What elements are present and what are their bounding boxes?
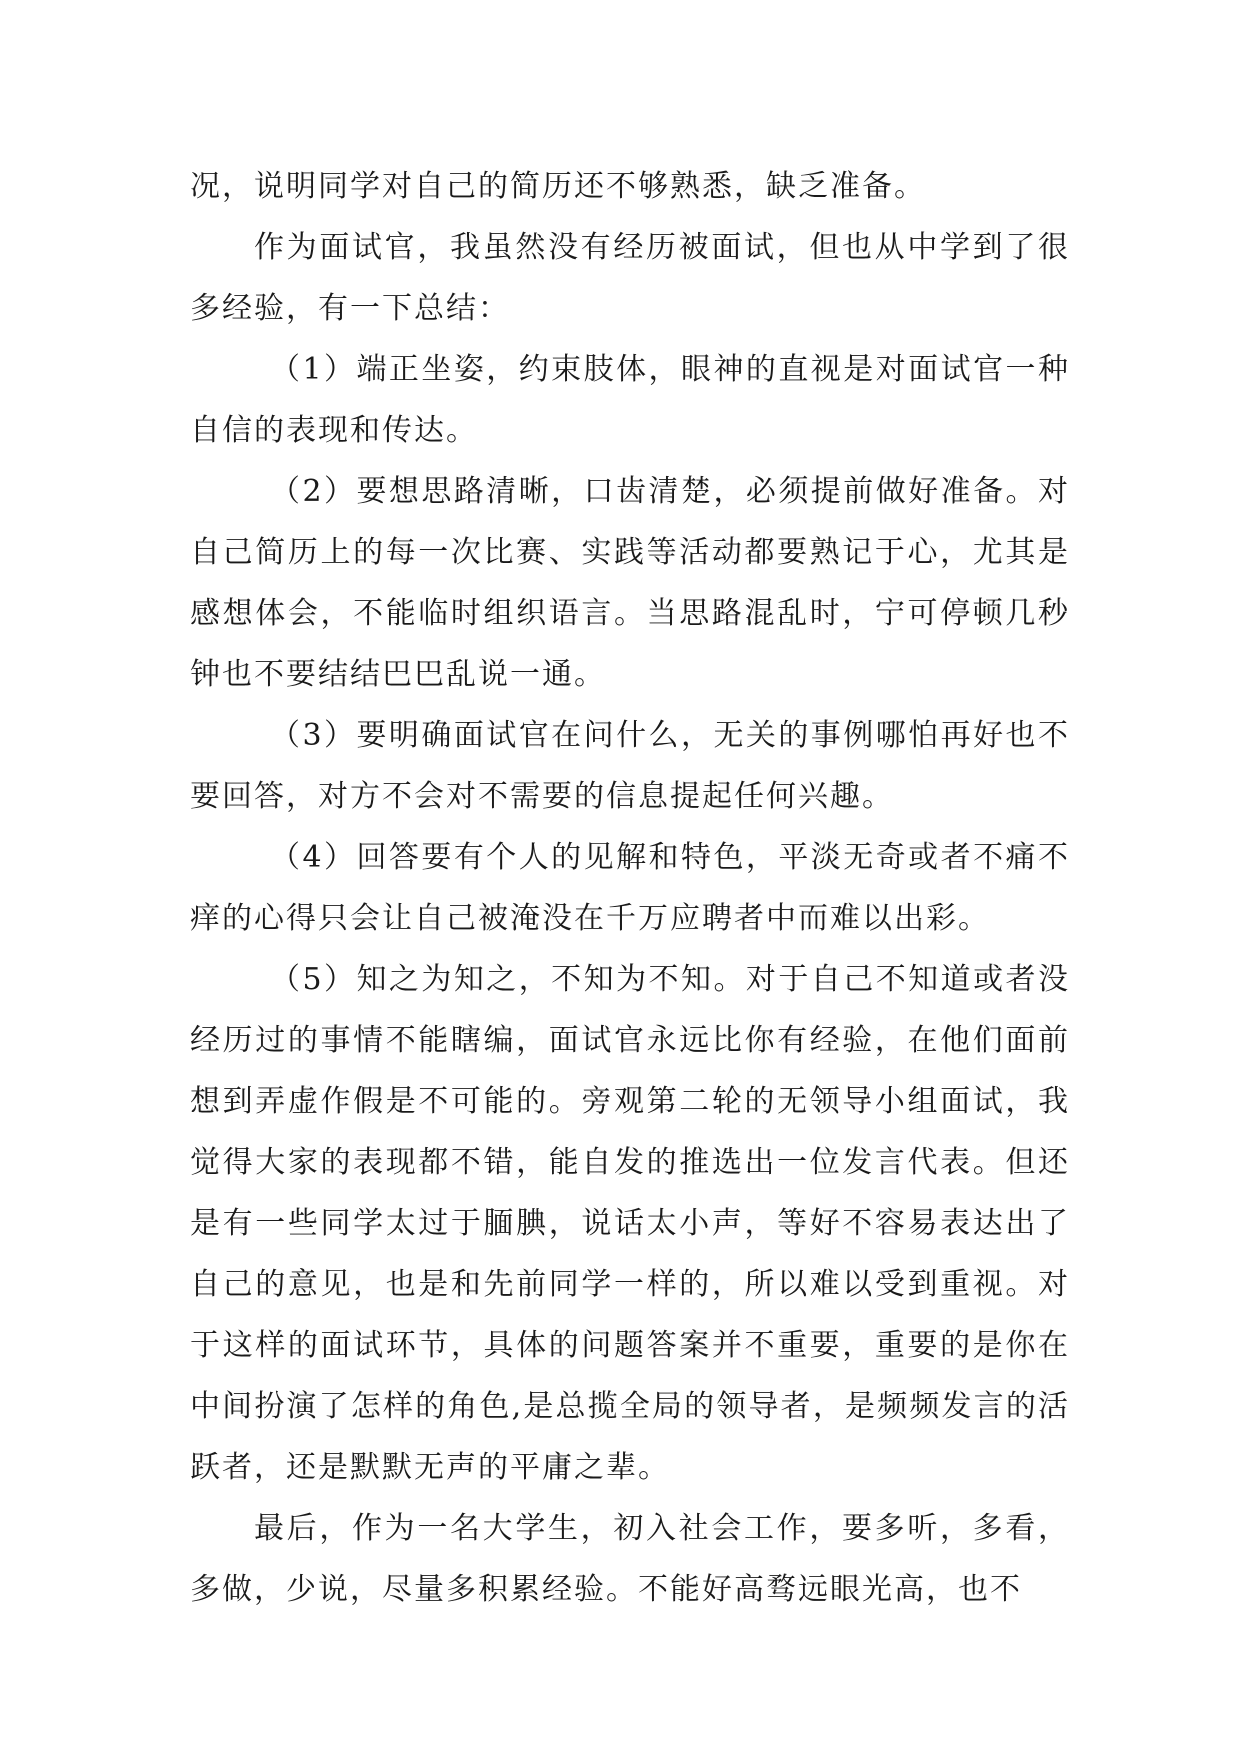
paragraph-tip-4: （4）回答要有个人的见解和特色，平淡无奇或者不痛不痒的心得只会让自己被淹没在千万应聘者中而难以出彩。 xyxy=(190,840,1070,936)
document-body xyxy=(190,156,1070,1620)
paragraph-conclusion: 最后，作为一名大学生，初入社会工作，要多听，多看，多做，少说，尽量多积累经验。不能好高骛远眼光高，也不 xyxy=(190,1511,1070,1607)
paragraph-continuation: 况，说明同学对自己的简历还不够熟悉，缺乏准备。 xyxy=(190,169,926,204)
paragraph-interviewer-summary: 作为面试官，我虽然没有经历被面试，但也从中学到了很多经验，有一下总结： xyxy=(190,230,1070,326)
paragraph-tip-2: （2）要想思路清晰，口齿清楚，必须提前做好准备。对自己简历上的每一次比赛、实践等活动都要熟记于心，尤其是感想体会，不能临时组织语言。当思路混乱时，宁可停顿几秒钟也不要结结巴巴乱说一通。 xyxy=(190,474,1070,692)
paragraph-tip-5: （5）知之为知之，不知为不知。对于自己不知道或者没经历过的事情不能瞎编，面试官永远比你有经验，在他们面前想到弄虚作假是不可能的。旁观第二轮的无领导小组面试，我觉得大家的表现都不错，能自发的推选出一位发言代表。但还是有一些同学太过于腼腆，说话太小声，等好不容易表达出了自己的意见，也是和先前同学一样的，所以难以受到重视。对于这样的面试环节，具体的问题答案并不重要，重要的是你在中间扮演了怎样的角色,是总揽全局的领导者，是频频发言的活跃者，还是默默无声的平庸之辈。 xyxy=(190,962,1070,1485)
paragraph-tip-1: （1）端正坐姿，约束肢体，眼神的直视是对面试官一种自信的表现和传达。 xyxy=(190,352,1070,448)
paragraph-tip-3: （3）要明确面试官在问什么，无关的事例哪怕再好也不要回答，对方不会对不需要的信息提起任何兴趣。 xyxy=(190,718,1070,814)
